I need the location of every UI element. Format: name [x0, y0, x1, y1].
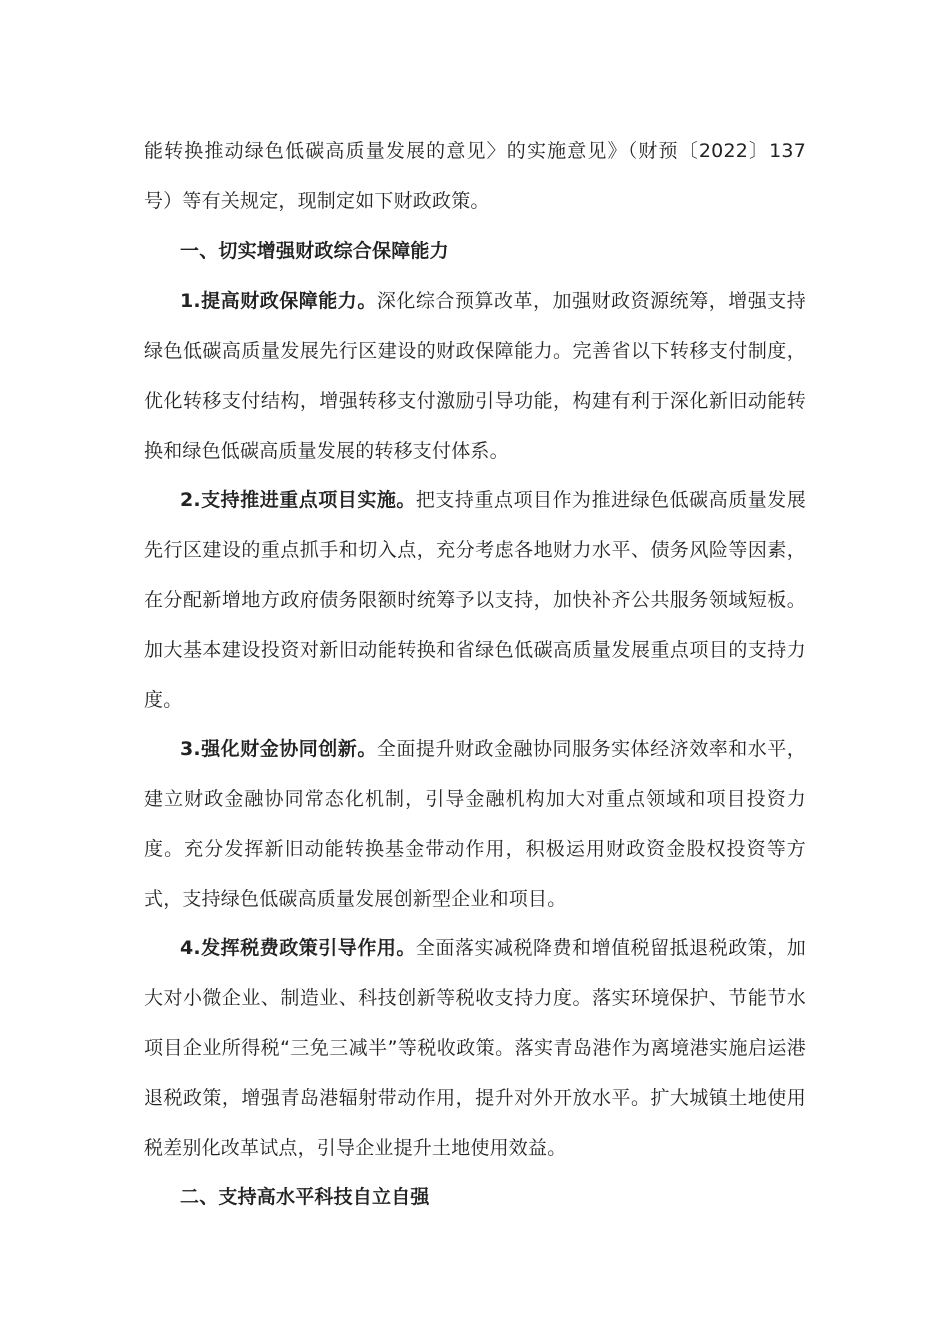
- item-4-title: 4.发挥税费政策引导作用。: [180, 937, 416, 959]
- intro-paragraph: [144, 126, 806, 226]
- item-1-title: 1.提高财政保障能力。: [180, 290, 377, 312]
- item-1-paragraph: [144, 276, 806, 476]
- item-3-title: 3.强化财金协同创新。: [180, 738, 377, 760]
- item-2-title: 2.支持推进重点项目实施。: [180, 489, 416, 511]
- section-2-heading: 二、支持高水平科技自立自强: [180, 1186, 430, 1208]
- section-1-heading: 一、切实增强财政综合保障能力: [180, 240, 449, 262]
- item-3-text: 全面提升财政金融协同服务实体经济效率和水平，建立财政金融协同常态化机制，引导金融机构加大对重点领域和项目投资力度。充分发挥新旧动能转换基金带动作用，积极运用财政资金股权投资等方式，支持绿色低碳高质量发展创新型企业和项目。: [144, 738, 807, 910]
- item-4-text: 全面落实减税降费和增值税留抵退税政策，加大对小微企业、制造业、科技创新等税收支持力度。落实环境保护、节能节水项目企业所得税“三免三减半”等税收政策。落实青岛港作为离境港实施启运港退税政策，增强青岛港辐射带动作用，提升对外开放水平。扩大城镇土地使用税差别化改革试点，引导企业提升土地使用效益。: [144, 937, 806, 1159]
- item-1-text: 深化综合预算改革，加强财政资源统筹，增强支持绿色低碳高质量发展先行区建设的财政保障能力。完善省以下转移支付制度，优化转移支付结构，增强转移支付激励引导功能，构建有利于深化新旧动能转换和绿色低碳高质量发展的转移支付体系。: [144, 290, 807, 462]
- intro-text: 能转换推动绿色低碳高质量发展的意见〉的实施意见》（财预〔2022〕137号）等有关规定，现制定如下财政政策。: [144, 140, 806, 212]
- item-4-paragraph: [144, 923, 806, 1173]
- item-3-paragraph: [144, 724, 806, 924]
- item-2-paragraph: [144, 475, 806, 725]
- item-2-text: 把支持重点项目作为推进绿色低碳高质量发展先行区建设的重点抓手和切入点，充分考虑各地财力水平、债务风险等因素，在分配新增地方政府债务限额时统筹予以支持，加快补齐公共服务领域短板。加大基本建设投资对新旧动能转换和省绿色低碳高质量发展重点项目的支持力度。: [144, 489, 806, 711]
